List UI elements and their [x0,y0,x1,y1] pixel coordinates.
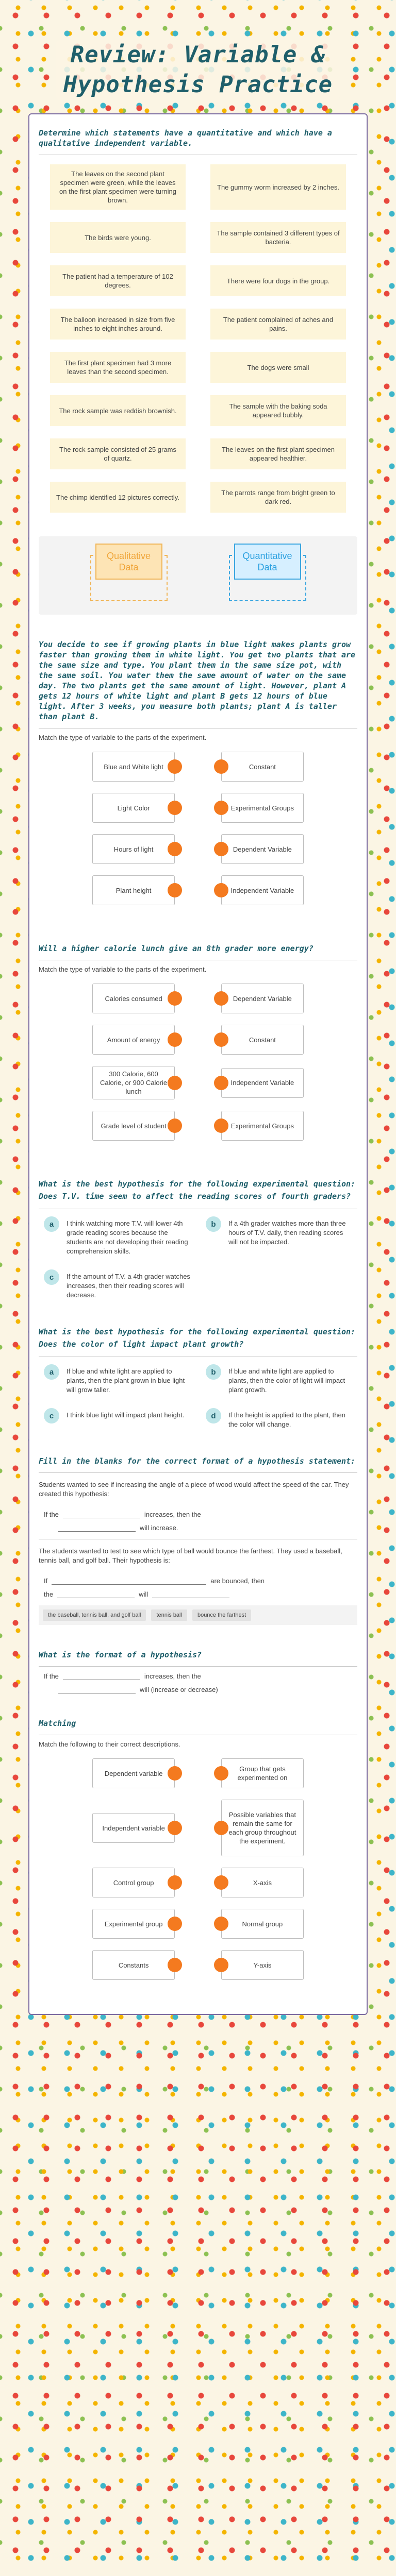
choice-letter: a [44,1364,59,1380]
draggable-statement[interactable]: The patient complained of aches and pains. [210,309,346,340]
match-handle[interactable] [214,842,228,856]
fill-text: will increase. [140,1523,178,1532]
question-7 [39,1650,357,1693]
match-row [39,875,357,905]
match-handle[interactable] [214,991,228,1006]
matching-area [39,1756,357,1993]
match-handle[interactable] [168,1766,182,1781]
blank-input[interactable] [58,1685,136,1693]
match-right-item: Normal group [221,1909,304,1939]
match-row [39,1111,357,1141]
question-heading: Fill in the blanks for the correct format of a hypothesis statement: [39,1456,356,1466]
blank-input[interactable] [52,1577,206,1585]
question-1 [39,128,357,615]
draggable-statement[interactable]: The dogs were small [210,352,346,383]
match-row [39,1950,357,1980]
fill-text: If the [44,1672,59,1680]
fill-sentence [39,1577,357,1598]
instruction: Match the type of variable to the parts of the experiment. [39,734,207,741]
question-2 [39,639,357,919]
match-right-item: Constant [221,752,304,782]
choice-text: If a 4th grader watches more than three hours of T.V. daily, then reading scores will not be impacted. [228,1219,346,1246]
match-handle[interactable] [214,1917,228,1931]
prompt-paragraph: The students wanted to test to see which type of ball would bounce the farthest. They used a baseball, tennis ball, and golf ball. Their hypothesis is: [39,1547,342,1564]
choice-option[interactable] [206,1216,352,1256]
fill-sentence [39,1510,357,1532]
answer-chip[interactable]: bounce the farthest [192,1609,251,1621]
instruction: Match the type of variable to the parts of the experiment. [39,965,207,973]
fill-text: the [44,1590,54,1598]
answer-chip[interactable]: the baseball, tennis ball, and golf ball [43,1609,146,1621]
draggable-statement[interactable]: There were four dogs in the group. [210,265,346,296]
choice-text: I think blue light will impact plant height. [67,1411,185,1419]
title-line-2: Hypothesis Practice [63,72,333,98]
draggable-statement[interactable]: The rock sample consisted of 25 grams of quartz. [50,438,186,469]
choice-option[interactable] [206,1364,352,1395]
answer-bank [39,1605,357,1625]
page-title [56,40,340,100]
draggable-statement[interactable]: The sample with the baking soda appeared bubbly. [210,395,346,426]
draggable-statement[interactable]: The first plant specimen had 3 more leaves than the second specimen. [50,352,186,383]
choice-option[interactable] [206,1408,352,1429]
draggable-statement[interactable]: The leaves on the first plant specimen appeared healthier. [210,438,346,469]
match-handle[interactable] [214,1076,228,1090]
choice-text: If the amount of T.V. a 4th grader watches increases, then their reading scores will decrease. [67,1273,190,1299]
choice-letter: d [206,1408,221,1423]
blank-input[interactable] [152,1590,229,1598]
match-handle[interactable] [168,883,182,897]
question-subheading: Does T.V. time seem to affect the reading scores of fourth graders? [39,1192,351,1201]
blank-input[interactable] [63,1510,140,1518]
match-handle[interactable] [214,1118,228,1133]
fill-sentence [39,1672,357,1693]
quantitative-drop-zone[interactable] [229,551,306,601]
choice-grid [39,1362,357,1431]
qualitative-drop-zone[interactable] [90,551,168,601]
match-left-item: Calories consumed [92,984,175,1013]
match-handle[interactable] [214,801,228,815]
fill-text: will (increase or decrease) [140,1685,218,1693]
match-right-item: Dependent Variable [221,984,304,1013]
match-handle[interactable] [168,759,182,774]
match-left-item: Grade level of student [92,1111,175,1141]
fill-text: are bounced, then [210,1577,265,1585]
draggable-statement[interactable]: The balloon increased in size from five inches to eight inches around. [50,309,186,340]
instruction: Match the following to their correct descriptions. [39,1740,180,1748]
matching-area [39,981,357,1154]
fill-text: will [139,1590,148,1598]
match-handle[interactable] [168,1118,182,1133]
match-left-item: Constants [92,1950,175,1980]
quantitative-label: Quantitative Data [234,544,301,580]
match-right-item: Constant [221,1025,304,1055]
match-row [39,752,357,782]
question-heading: What is the best hypothesis for the following experimental question: [39,1327,356,1336]
worksheet-sheet [28,113,368,2015]
match-left-item: Hours of light [92,834,175,864]
fill-text: If [44,1577,48,1585]
question-heading: Matching [39,1719,76,1728]
match-handle[interactable] [214,1958,228,1972]
match-handle[interactable] [214,1821,228,1835]
draggable-statement[interactable]: The birds were young. [50,222,186,253]
match-handle[interactable] [168,1875,182,1890]
question-8 [39,1718,357,1993]
match-right-item: Y-axis [221,1950,304,1980]
match-row [39,1758,357,1788]
match-right-item: Independent Variable [221,875,304,905]
draggable-statement[interactable]: The sample contained 3 different types of bacteria. [210,222,346,253]
match-left-item: Amount of energy [92,1025,175,1055]
drop-bins [39,536,357,615]
match-row [39,1868,357,1897]
match-row [39,984,357,1013]
match-left-item: Plant height [92,875,175,905]
choice-text: If blue and white light are applied to plants, then the plant grown in blue light will grow taller. [67,1367,185,1394]
match-row [39,793,357,823]
choice-grid [39,1214,357,1302]
draggable-statement[interactable]: The gummy worm increased by 2 inches. [210,164,346,210]
question-6 [39,1456,357,1625]
choice-option[interactable] [44,1408,190,1429]
match-handle[interactable] [168,1958,182,1972]
match-row [39,1066,357,1099]
match-right-item: Dependent Variable [221,834,304,864]
choice-option[interactable] [44,1269,190,1300]
divider [39,1472,357,1473]
match-handle[interactable] [168,1917,182,1931]
question-subheading: Does the color of light impact plant growth? [39,1340,244,1349]
choice-option[interactable] [44,1216,190,1256]
match-row [39,834,357,864]
statement-grid [39,160,357,517]
question-4 [39,1179,357,1302]
matching-area [39,750,357,919]
match-handle[interactable] [214,883,228,897]
match-handle[interactable] [168,991,182,1006]
match-left-item: Light Color [92,793,175,823]
match-handle[interactable] [214,1875,228,1890]
choice-letter: a [44,1216,59,1232]
question-3 [39,943,357,1154]
match-right-item: X-axis [221,1868,304,1897]
match-right-item: Group that gets experimented on [221,1758,304,1788]
draggable-statement[interactable]: The rock sample was reddish brownish. [50,395,186,426]
draggable-statement[interactable]: The parrots range from bright green to dark red. [210,482,346,513]
question-5 [39,1327,357,1431]
match-handle[interactable] [214,759,228,774]
blank-input[interactable] [58,1523,136,1532]
match-handle[interactable] [214,1766,228,1781]
choice-option[interactable] [44,1364,190,1395]
match-handle[interactable] [214,1032,228,1047]
draggable-statement[interactable]: The chimp identified 12 pictures correctly. [50,482,186,513]
choice-letter: b [206,1216,221,1232]
match-handle[interactable] [168,1076,182,1090]
draggable-statement[interactable]: The patient had a temperature of 102 degrees. [50,265,186,296]
match-row [39,1025,357,1055]
qualitative-label: Qualitative Data [95,544,162,580]
answer-chip[interactable]: tennis ball [151,1609,187,1621]
question-heading: What is the best hypothesis for the following experimental question: [39,1179,356,1189]
question-heading: Will a higher calorie lunch give an 8th grader more energy? [39,944,314,953]
title-line-1: Review: Variable & [70,42,326,68]
match-handle[interactable] [168,801,182,815]
question-heading: Determine which statements have a quantitative and which have a qualitative independent variable. [39,128,332,148]
match-left-item: Independent variable [92,1813,175,1843]
header [0,0,396,113]
match-left-item: 300 Calorie, 600 Calorie, or 900 Calorie lunch [92,1066,175,1099]
match-row [39,1909,357,1939]
draggable-statement[interactable]: The leaves on the second plant specimen were green, while the leaves on the first plant specimen were turning brown. [50,164,186,210]
match-right-item: Independent Variable [221,1068,304,1098]
fill-text: increases, then the [144,1672,201,1680]
match-handle[interactable] [168,1032,182,1047]
choice-letter: b [206,1364,221,1380]
choice-letter: c [44,1408,59,1423]
choice-text: I think watching more T.V. will lower 4th grade reading scores because the students are not developing their reading comprehension skills. [67,1219,188,1255]
match-right-item: Possible variables that remain the same for each group throughout the experiment. [221,1800,304,1856]
match-right-item: Experimental Groups [221,793,304,823]
choice-text: If the height is applied to the plant, then the color will change. [228,1411,345,1428]
match-left-item: Experimental group [92,1909,175,1939]
match-handle[interactable] [168,1821,182,1835]
blank-input[interactable] [57,1590,135,1598]
match-left-item: Dependent variable [92,1758,175,1788]
choice-text: If blue and white light are applied to plants, then the color of light will impact plant growth. [228,1367,345,1394]
fill-text: increases, then the [144,1510,201,1518]
match-handle[interactable] [168,842,182,856]
match-left-item: Blue and White light [92,752,175,782]
choice-letter: c [44,1269,59,1285]
divider [39,1666,357,1667]
fill-text: If the [44,1510,59,1518]
match-row [39,1800,357,1856]
match-right-item: Experimental Groups [221,1111,304,1141]
question-heading: What is the format of a hypothesis? [39,1650,202,1659]
question-heading: You decide to see if growing plants in blue light makes plants grow faster than growing them in white light. You get two plants that are the same size and type. You plant them in the same size pot, with the same soil. You water them the same amount of water on the same day. The two plants get the same amount of light. However, plant A gets 12 hours of white light and plant B gets 12 hours of blue light. After 3 weeks, you measure both plants; plant A is taller than plant B. [39,640,356,721]
blank-input[interactable] [63,1672,140,1680]
prompt-paragraph: Students wanted to see if increasing the angle of a piece of wood would affect the speed of the car. They created this hypothesis: [39,1481,349,1498]
match-left-item: Control group [92,1868,175,1897]
